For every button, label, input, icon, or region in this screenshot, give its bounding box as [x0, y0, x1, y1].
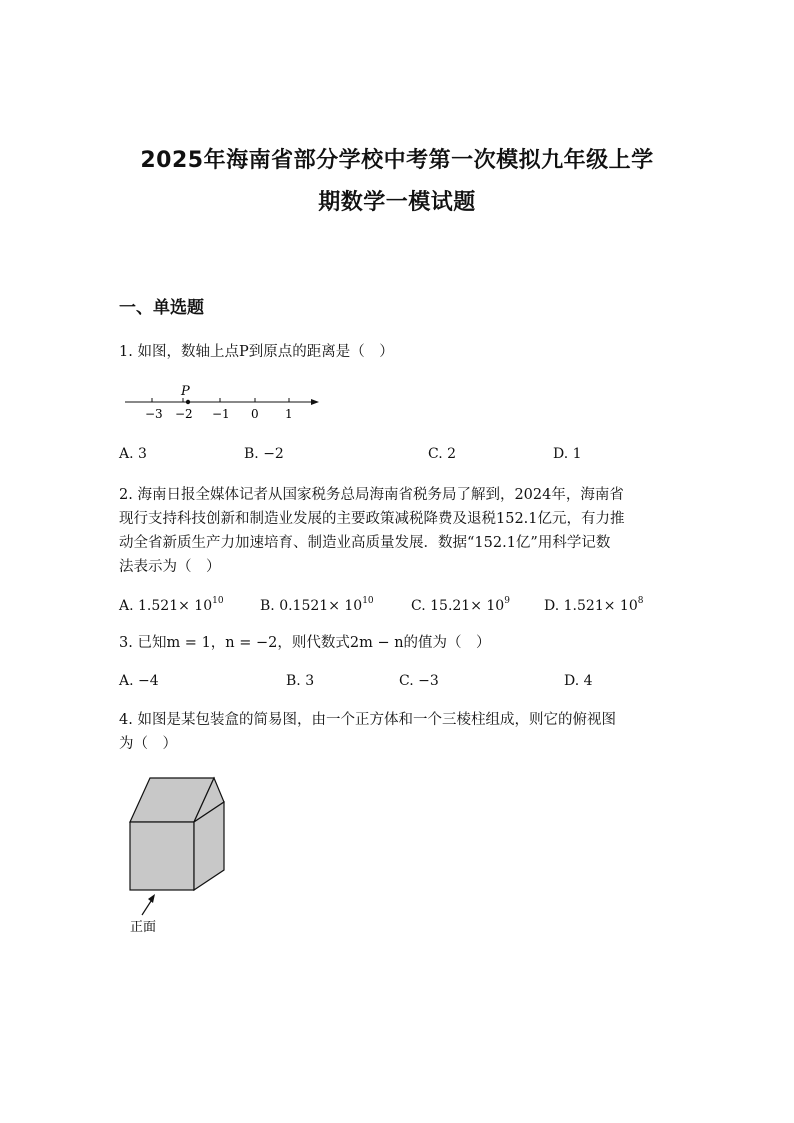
package-box-figure [120, 770, 240, 940]
tick-label: 1 [285, 407, 293, 421]
q1-option-a: A. 3 [119, 446, 147, 462]
question-3 [119, 631, 679, 655]
cube-front-face [130, 822, 194, 890]
question-line: 法表示为（ ） [119, 559, 221, 575]
question-4 [119, 708, 679, 756]
question-number: 3. [119, 635, 133, 651]
q3-option-a: A. −4 [119, 673, 159, 689]
point-p-label: P [181, 384, 190, 399]
question-1 [119, 340, 679, 364]
tick-label: −3 [145, 407, 163, 421]
question-number: 1. [119, 344, 133, 360]
q2-option-b: B. $0.1521\times 10^{10}$ [260, 596, 374, 614]
question-line: 动全省新质生产力加速培育、制造业高质量发展．数据“152.1亿”用科学记数 [119, 535, 611, 551]
q2-option-a: A. $1.521\times 10^{10}$ [119, 596, 224, 614]
section-heading: 一、单选题 [119, 298, 204, 318]
q3-option-b: B. 3 [286, 673, 315, 689]
number-line-figure [119, 380, 329, 424]
question-2 [119, 483, 679, 579]
page-title-line-1: 2025年海南省部分学校中考第一次模拟九年级上学 [140, 148, 654, 173]
front-label: 正面 [130, 920, 157, 935]
tick-label: 0 [251, 407, 259, 421]
question-line: 为（ ） [119, 736, 177, 752]
question-line: 2. 海南日报全媒体记者从国家税务总局海南省税务局了解到，2024年，海南省 [119, 487, 624, 503]
tick-label: −2 [175, 407, 193, 421]
q3-option-d: D. 4 [564, 673, 593, 689]
q2-option-d: D. $1.521\times 10^8$ [544, 596, 644, 614]
front-arrow-head [148, 894, 155, 903]
q3-option-c: C. −3 [399, 673, 439, 689]
question-text: 已知m = 1，n = −2，则代数式2m − n的值为（ ） [137, 635, 491, 651]
q1-option-c: C. 2 [428, 446, 457, 462]
page-title-line-2: 期数学一模试题 [318, 190, 476, 215]
question-line: 现行支持科技创新和制造业发展的主要政策减税降费及退税152.1亿元，有力推 [119, 511, 625, 527]
point-p-dot [186, 400, 190, 404]
tick-label: −1 [212, 407, 230, 421]
q1-option-b: B. −2 [244, 446, 284, 462]
question-line: 4. 如图是某包装盒的简易图，由一个正方体和一个三棱柱组成，则它的俯视图 [119, 712, 616, 728]
q1-option-d: D. 1 [553, 446, 582, 462]
q2-option-c: C. $15.21\times 10^9$ [411, 596, 510, 614]
number-line-arrow [311, 399, 319, 405]
question-text: 如图，数轴上点P到原点的距离是（ ） [137, 344, 394, 360]
